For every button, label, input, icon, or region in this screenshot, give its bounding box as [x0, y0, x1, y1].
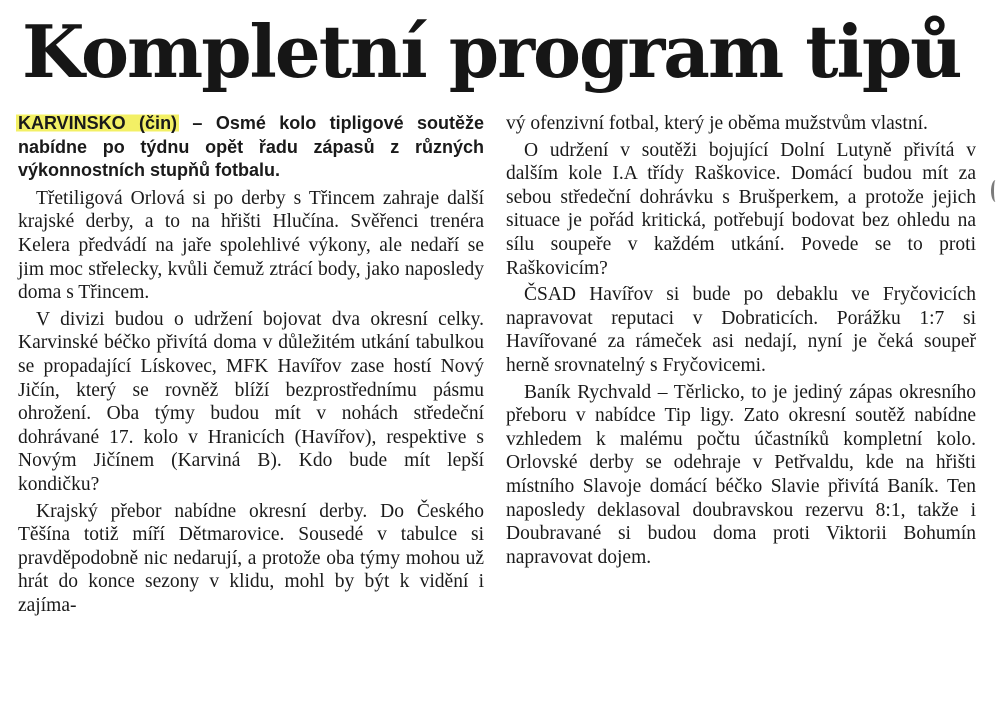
paragraph-continuation: vý ofenzivní fotbal, který je oběma mužstvům vlastní. — [506, 113, 928, 134]
paragraph-banik-rychvald: Baník Rychvald – Těrlicko, to je jediný zápas okresního přeboru v nabídce Tip ligy. Zato okresní soutěž nabídne vzhledem k malému počtu účastníků kompletní kolo. Orlovské derby se odehraje v Petřvaldu, kde na hřišti místního Slavoje domácí béčko Slavie přivítá Baník. Ten naposledy deklasoval doubravskou rezervu 8:1, takže i Doubravané si budou doma proti Viktorii Bohumín napravovat dojem. — [506, 381, 976, 568]
article-column-left — [18, 112, 484, 617]
paragraph-csad-havirov: ČSAD Havířov si bude po debaklu ve Fryčovicích napravovat reputaci v Dobraticích. Porážku 1:7 si Havířované za rámeček asi nedají, nyní je čeká soupeř herně srovnatelný s Fryčovicemi. — [506, 284, 976, 376]
article-headline: Kompletní program tipů — [22, 9, 961, 94]
article-column-right — [506, 112, 976, 569]
scan-edge-mark — [991, 180, 1000, 202]
lead-text: – Osmé kolo tipligové soutěže nabídne po týdnu opět řadu zápasů z různých výkonnostních stupňů fotbalu. — [18, 113, 484, 181]
paragraph-dolni-lutyne: O udržení v soutěži bojující Dolní Lutyně přivítá v dalším kole I.A třídy Raškovice. Domácí budou mít za sebou středeční dohrávku s Brušperkem, a protože jejich situace je pořád kritická, potřebují bodovat bez ohledu na sílu soupeře v každém utkání. Povede se to proti Raškovicím? — [506, 139, 976, 279]
paragraph-orlova: Třetiligová Orlová si po derby s Třincem zahraje další krajské derby, a to na hřišti Hlučína. Svěřenci trenéra Kelera předvádí na jaře spolehlivé výkony, ale nedaří se jim moc střelecky, kvůli čemuž ztrácí body, jako naposledy doma s Třincem. — [18, 187, 484, 304]
article-lead — [18, 112, 484, 183]
paragraph-divize: V divizi budou o udržení bojovat dva okresní celky. Karvinské béčko přivítá doma v důležitém utkání tabulkou se propadající Lískovec, MFK Havířov zase hostí Nový Jičín, který se rovněž blíží bezprostřednímu pásmu ohrožení. Oba týmy budou mít v nohách středeční dohrávané 17. kolo v Hranicích (Havířov), respektive s Novým Jičínem (Karviná B). Kdo bude mít lepší kondičku? — [18, 308, 484, 495]
paragraph-krajsky-prebor: Krajský přebor nabídne okresní derby. Do Českého Těšína totiž míří Dětmarovice. Sousedé v tabulce si pravděpodobně nic nedarují, a protože oba týmy mohou už hrát do konce sezony v klidu, mohl by být k vidění i zajíma- — [18, 500, 484, 616]
lead-dateline: KARVINSKO (čin) — [18, 113, 178, 133]
